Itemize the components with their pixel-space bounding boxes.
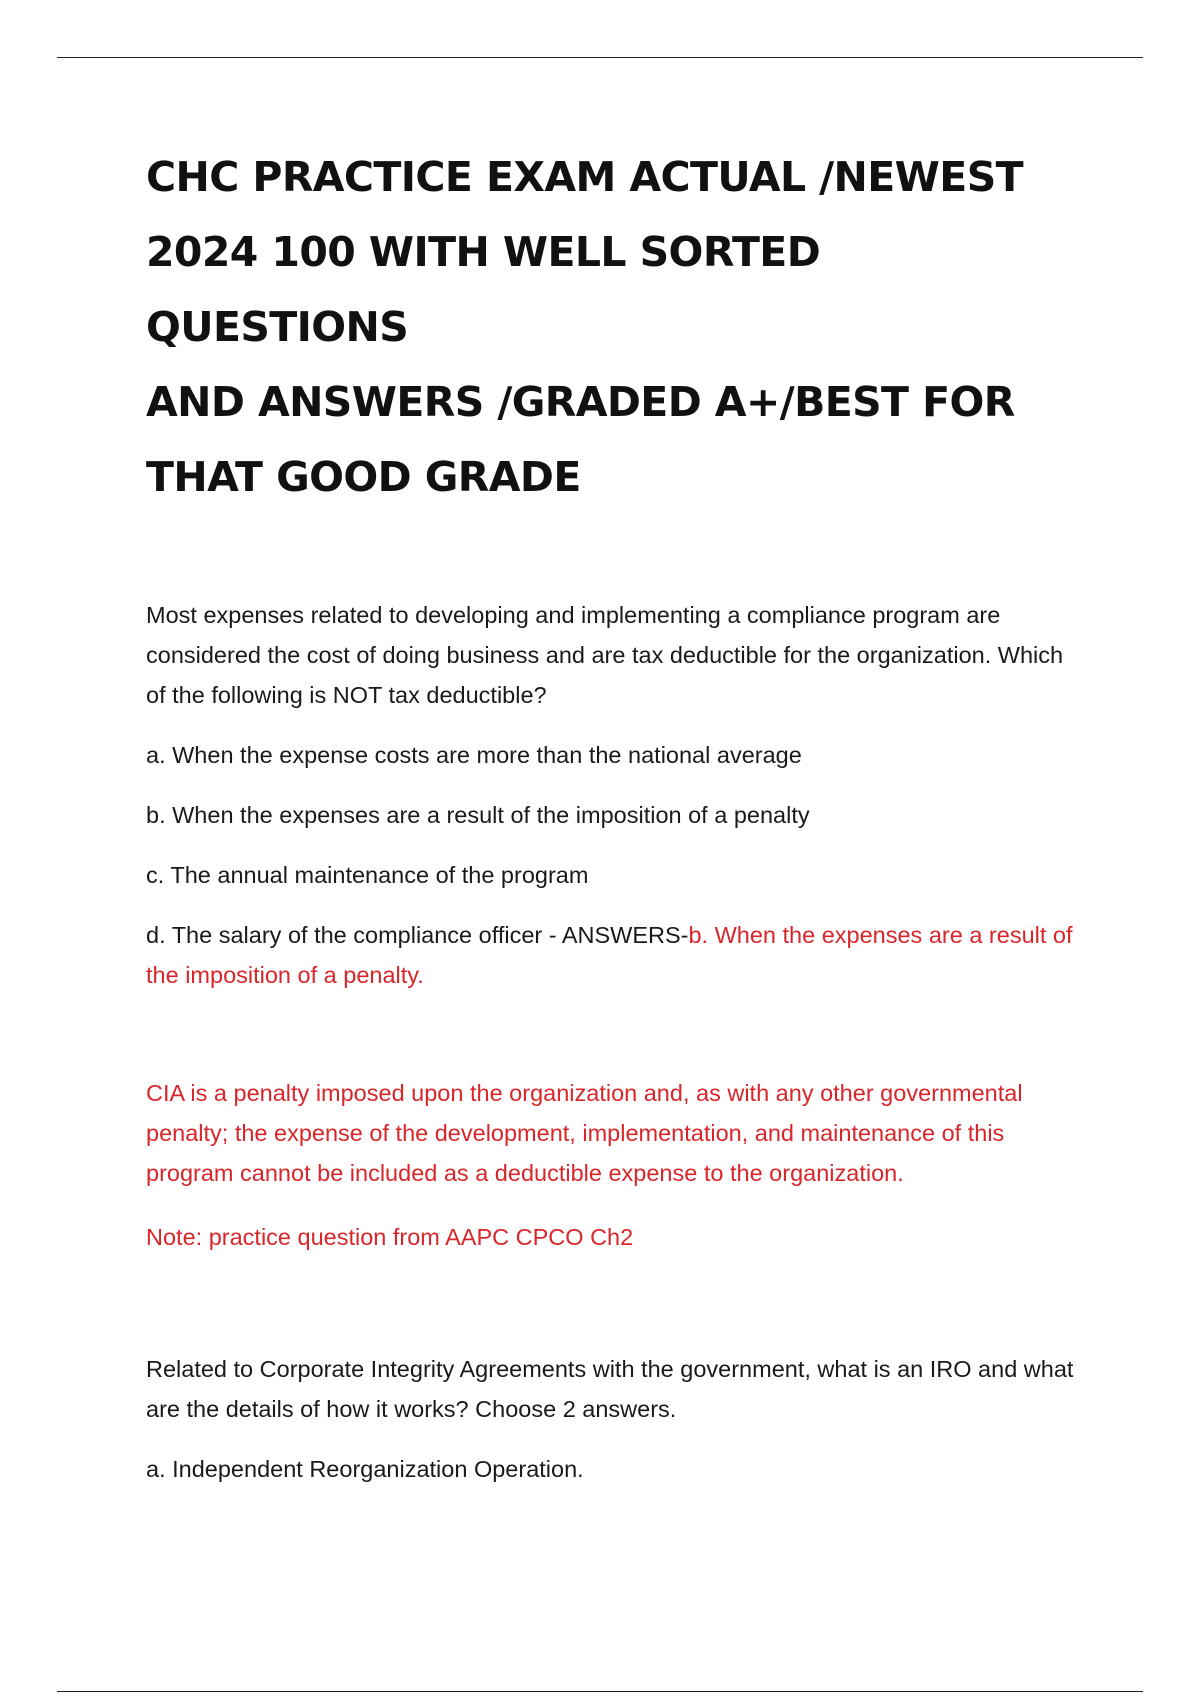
question-2-prompt: Related to Corporate Integrity Agreements with the government, what is an IRO and what are the details of how it works? Choose 2 answers. — [146, 1355, 1074, 1422]
question-1-explanation: CIA is a penalty imposed upon the organization and, as with any other governmental penalty; the expense of the development, implementation, and maintenance of this program cannot be included as a deductible expense to the organization. — [146, 1080, 1023, 1186]
title-line-4: THAT GOOD GRADE — [146, 453, 581, 501]
question-1-option-a: a. When the expense costs are more than the national average — [146, 742, 802, 768]
document-title — [146, 140, 1076, 515]
question-1 — [146, 595, 1076, 1257]
title-line-1: CHC PRACTICE EXAM ACTUAL /NEWEST — [146, 153, 1023, 201]
question-1-option-d — [146, 915, 1076, 995]
title-line-3: AND ANSWERS /GRADED A+/BEST FOR — [146, 378, 1015, 426]
page-content — [146, 140, 1076, 1489]
question-1-option-c: c. The annual maintenance of the program — [146, 862, 589, 888]
question-1-option-d-text: d. The salary of the compliance officer - ANSWERS- — [146, 922, 689, 948]
question-1-option-b: b. When the expenses are a result of the imposition of a penalty — [146, 802, 810, 828]
question-1-answer: b. When the expenses are a result of the imposition of a penalty. — [146, 922, 1073, 988]
question-1-prompt: Most expenses related to developing and implementing a compliance program are considered the cost of doing business and are tax deductible for the organization. Which of the following is NOT tax deductible? — [146, 602, 1064, 708]
bottom-rule — [57, 1691, 1143, 1692]
title-line-2: 2024 100 WITH WELL SORTED QUESTIONS — [146, 228, 821, 351]
question-2 — [146, 1349, 1076, 1489]
question-1-note: Note: practice question from AAPC CPCO Ch2 — [146, 1223, 634, 1250]
question-2-option-a: a. Independent Reorganization Operation. — [146, 1455, 584, 1482]
top-rule — [57, 57, 1143, 58]
